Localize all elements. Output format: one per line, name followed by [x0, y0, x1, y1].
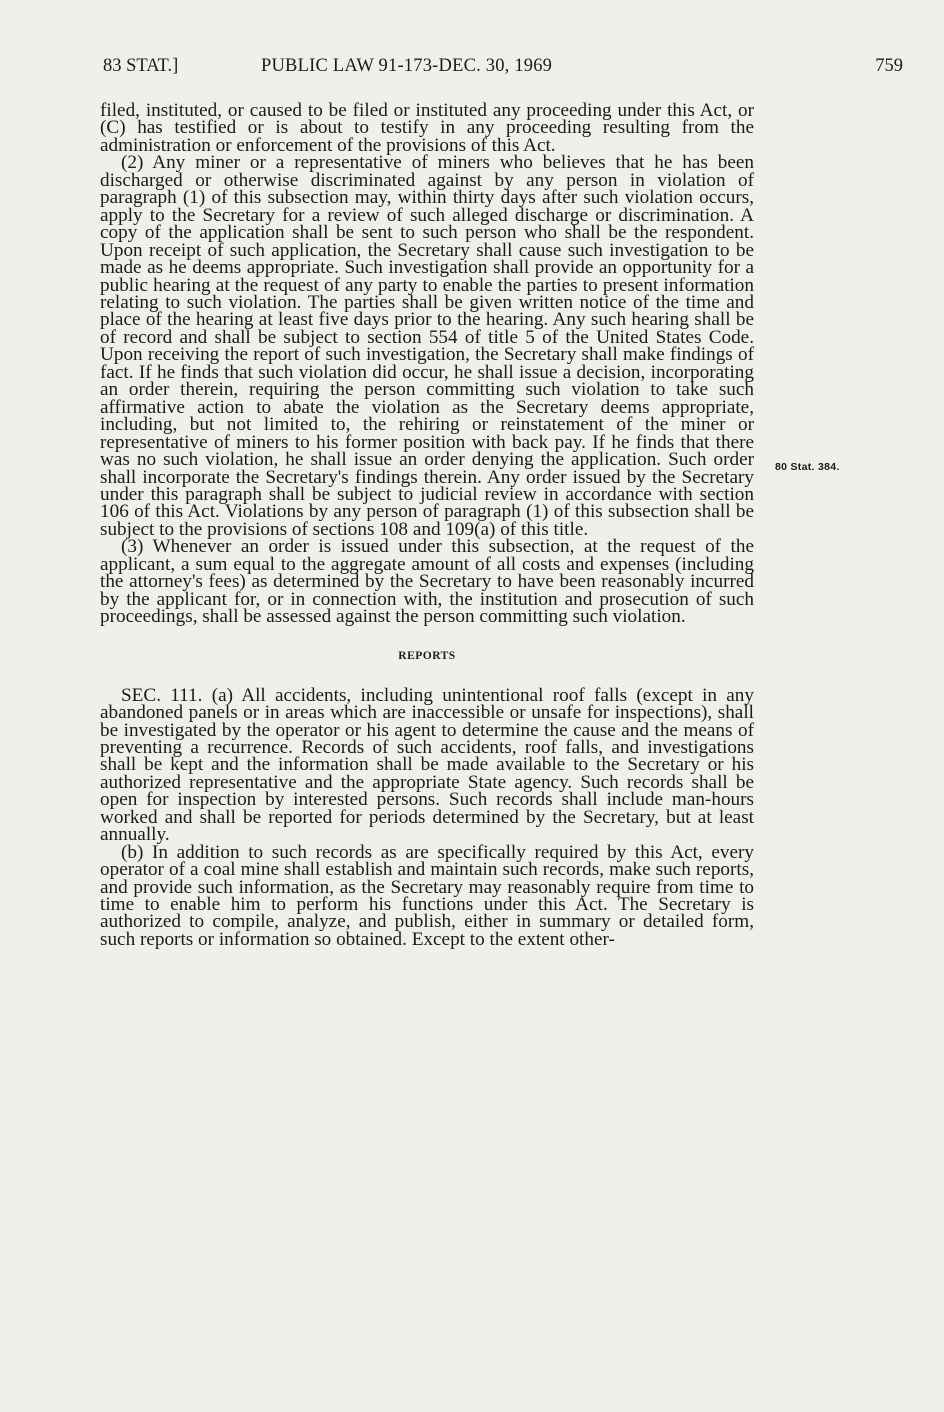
page-number: 759 [875, 56, 903, 76]
running-title: PUBLIC LAW 91-173-DEC. 30, 1969 [261, 56, 553, 76]
body-text [100, 102, 754, 948]
section-heading: REPORTS [398, 649, 456, 662]
volume-reference: 83 STAT.] [103, 56, 179, 76]
margin-citation: 80 Stat. 384. [775, 461, 840, 473]
paragraph-2: (2) Any miner or a representative of miners who believes that he has been discharged or otherwise discriminated against by any person in violation of paragraph (1) of this subsection may, within thirty days after such violation occurs, apply to the Secretary for a review of such alleged discharge or discrimination. A copy of the application shall be sent to such person who shall be the respondent. Upon receipt of such application, the Secretary shall cause such investigation to be made as he deems appropriate. Such investigation shall provide an opportunity for a public hearing at the request of any party to enable the parties to present information relating to such violation. The parties shall be given written notice of the time and place of the hearing at least five days prior to the hearing. Any such hearing shall be of record and shall be subject to section 554 of title 5 of the United States Code. Upon receiving the report of such investigation, the Secretary shall make findings of fact. If he finds that such violation did occur, he shall issue a decision, incorporating an order therein, requiring the person committing such violation to take such affirmative action to abate the violation as the Secretary deems appropriate, including, but not limited to, the rehiring or reinstatement of the miner or representative of miners to his former position with back pay. If he finds that there was no such violation, he shall issue an order denying the application. Such order shall incorporate the Secretary's findings therein. Any order issued by the Secretary under this paragraph shall be subject to judicial review in accordance with section 106 of this Act. Violations by any person of paragraph (1) of this subsection shall be subject to the provisions of sections 108 and 109(a) of this title. [100, 152, 754, 540]
paragraph-continuation: filed, instituted, or caused to be filed or instituted any proceeding under this Act, or (C) has testified or is about to testify in any proceeding resulting from the administration or enforcement of the provisions of this Act. [100, 100, 754, 156]
section-111-b: (b) In addition to such records as are specifically required by this Act, every operator of a coal mine shall establish and maintain such records, make such reports, and provide such information, as the Secretary may reasonably require from time to time to enable him to perform his functions under this Act. The Secretary is authorized to compile, analyze, and publish, either in summary or detailed form, such reports or information so obtained. Except to the extent other- [100, 841, 754, 950]
page-header [103, 56, 903, 86]
section-111-a: SEC. 111. (a) All accidents, including unintentional roof falls (except in any abandoned panels or in areas which are inaccessible or unsafe for inspections), shall be investigated by the operator or his agent to determine the cause and the means of preventing a recurrence. Records of such accidents, roof falls, and investigations shall be kept and the information shall be made available to the Secretary or his authorized representative and the appropriate State agency. Such records shall be open for inspection by interested persons. Such records shall include man-hours worked and shall be reported for periods determined by the Secretary, but at least annually. [100, 684, 754, 846]
paragraph-3: (3) Whenever an order is issued under this subsection, at the request of the applicant, a sum equal to the aggregate amount of all costs and expenses (including the attorney's fees) as determined by the Secretary to have been reasonably incurred by the applicant for, or in connection with, the institution and prosecution of such proceedings, shall be assessed against the person committing such violation. [100, 536, 754, 628]
